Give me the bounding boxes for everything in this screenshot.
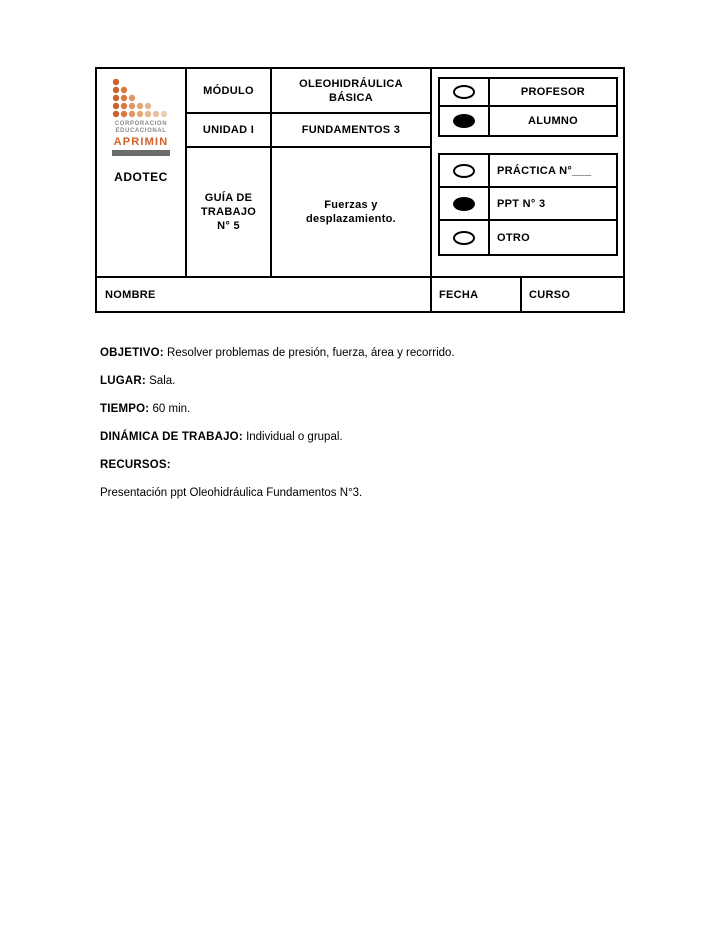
logo-org-line1: CORPORACION [114, 121, 168, 127]
logo-brand-text: APRIMIN [113, 136, 169, 148]
modulo-label: MÓDULO [187, 69, 272, 114]
practica-label: PRÁCTICA N°___ [497, 164, 592, 177]
aprimin-logo-icon [110, 77, 172, 121]
modulo-value: OLEOHIDRÁULICA BÁSICA [272, 69, 432, 114]
material-options-box [438, 153, 618, 256]
lugar-line [100, 374, 620, 388]
otro-radio-cell [440, 221, 490, 254]
alumno-radio-icon [453, 114, 475, 128]
worksheet-body [100, 346, 620, 514]
institution-name: ADOTEC [114, 170, 168, 184]
nombre-field-label: NOMBRE [97, 276, 432, 311]
fecha-curso-cells [432, 276, 623, 311]
objetivo-text: Resolver problemas de presión, fuerza, área y recorrido. [166, 347, 455, 359]
ppt-radio-cell [440, 188, 490, 219]
otro-radio-icon [453, 231, 475, 245]
unidad-label: UNIDAD I [187, 114, 272, 148]
option-row-profesor [440, 79, 616, 107]
alumno-label: ALUMNO [527, 115, 579, 127]
tiempo-text: 60 min. [152, 403, 191, 415]
logo-cell [97, 69, 187, 276]
ppt-radio-icon [453, 197, 475, 211]
practica-radio-icon [453, 164, 475, 178]
dinamica-text: Individual o grupal. [246, 431, 343, 443]
tiempo-label: TIEMPO: [100, 403, 150, 415]
recursos-line [100, 458, 620, 472]
option-row-alumno [440, 107, 616, 135]
recursos-label: RECURSOS: [100, 459, 171, 471]
fecha-field-label: FECHA [432, 278, 522, 311]
guia-trabajo-label: GUÍA DE TRABAJO N° 5 [187, 148, 272, 276]
profesor-radio-icon [453, 85, 475, 99]
header-table [95, 67, 625, 313]
objetivo-line [100, 346, 620, 360]
dinamica-line [100, 430, 620, 444]
logo-org-line2: EDUCACIONAL [115, 128, 167, 134]
profesor-label: PROFESOR [520, 86, 586, 98]
lugar-text: Sala. [149, 375, 176, 387]
logo-bar [112, 150, 170, 156]
objetivo-label: OBJETIVO: [100, 347, 164, 359]
otro-label: OTRO [497, 231, 530, 244]
option-row-otro [440, 221, 616, 254]
option-row-practica [440, 155, 616, 188]
lugar-label: LUGAR: [100, 375, 146, 387]
profesor-radio-cell [440, 79, 490, 105]
recursos-detail-line: Presentación ppt Oleohidráulica Fundamentos N°3. [100, 487, 363, 499]
unidad-value: FUNDAMENTOS 3 [272, 114, 432, 148]
ppt-label: PPT N° 3 [497, 197, 546, 210]
guia-trabajo-value: Fuerzas y desplazamiento. [272, 148, 432, 276]
tiempo-line [100, 402, 620, 416]
dinamica-label: DINÁMICA DE TRABAJO: [100, 431, 243, 443]
practica-radio-cell [440, 155, 490, 186]
audience-options-box [438, 77, 618, 137]
alumno-radio-cell [440, 107, 490, 135]
curso-field-label: CURSO [529, 288, 571, 301]
options-panel [432, 69, 623, 276]
option-row-ppt [440, 188, 616, 221]
